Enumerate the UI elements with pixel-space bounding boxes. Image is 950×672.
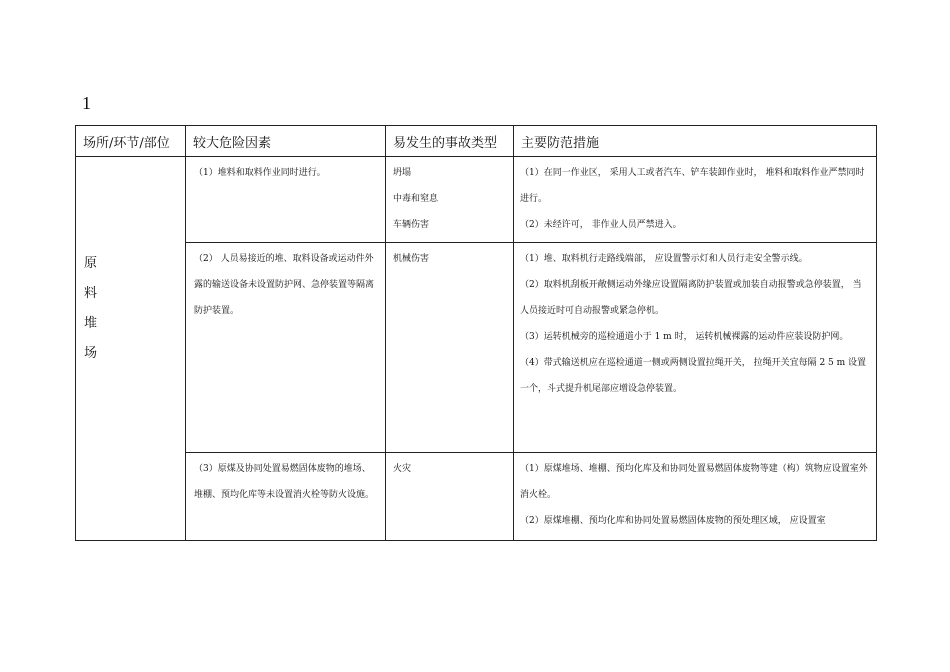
accident-cell bbox=[386, 453, 514, 541]
header-hazard: 较大危险因素 bbox=[186, 126, 386, 157]
table-row bbox=[76, 243, 877, 453]
hazard-cell bbox=[186, 243, 386, 453]
measures-cell bbox=[514, 157, 877, 243]
place-char: 料 bbox=[84, 285, 98, 301]
accident-type: 车辆伤害 bbox=[393, 220, 430, 230]
hazard-text: （1）堆料和取料作业同时进行。 bbox=[194, 168, 326, 178]
accident-type: 火灾 bbox=[393, 464, 412, 474]
header-accident: 易发生的事故类型 bbox=[386, 126, 514, 157]
table-row bbox=[76, 453, 877, 541]
measures-cell bbox=[514, 453, 877, 541]
accident-type: 中毒和窒息 bbox=[393, 194, 439, 204]
accident-type: 机械伤害 bbox=[393, 254, 430, 264]
table-row bbox=[76, 157, 877, 243]
accident-cell bbox=[386, 157, 514, 243]
hazard-table bbox=[75, 125, 877, 541]
accident-cell bbox=[386, 243, 514, 453]
measure-text: （1）原煤堆场、堆棚、预均化库及和协同处置易燃固体废物等建（构）筑物应设置室外消火栓。 bbox=[520, 464, 868, 500]
measure-text: （4）带式输送机应在巡检通道一侧或两侧设置拉绳开关， 拉绳开关宜每隔 2 5 m 设置一个，斗式提升机尾部应增设急停装置。 bbox=[520, 358, 867, 394]
measure-text: （1）在同一作业区， 采用人工或者汽车、铲车装卸作业时， 堆料和取料作业严禁同时进行。 bbox=[520, 168, 865, 204]
place-char: 原 bbox=[84, 255, 98, 271]
table-header-row bbox=[76, 126, 877, 157]
measure-text: （3）运转机械旁的巡检通道小于 1 m 时， 运转机械裸露的运动件应装设防护网。 bbox=[520, 332, 849, 342]
header-measures: 主要防范措施 bbox=[514, 126, 877, 157]
measure-text: （2）取料机刮板开敞侧运动外缘应设置隔离防护装置或加装自动报警或急停装置， 当人员接近时可自动报警或紧急停机。 bbox=[520, 280, 862, 316]
hazard-cell bbox=[186, 157, 386, 243]
hazard-text: （2） 人员易接近的堆、取料设备或运动件外露的输送设备未设置防护网、急停装置等隔离防护装置。 bbox=[194, 254, 375, 316]
header-place: 场所/环节/部位 bbox=[76, 126, 186, 157]
page-number: 1 bbox=[82, 93, 91, 113]
measure-text: （2）原煤堆棚、预均化库和协同处置易燃固体废物的预处理区域， 应设置室 bbox=[520, 516, 826, 526]
place-char: 场 bbox=[84, 345, 98, 361]
measure-text: （2）未经许可， 非作业人员严禁进入。 bbox=[520, 220, 682, 230]
hazard-text: （3）原煤及协同处置易燃固体废物的堆场、堆棚、预均化库等未设置消火栓等防火设施。 bbox=[194, 464, 375, 500]
measures-cell bbox=[514, 243, 877, 453]
measure-text: （1）堆、取料机行走路线端部， 应设置警示灯和人员行走安全警示线。 bbox=[520, 254, 808, 264]
hazard-cell bbox=[186, 453, 386, 541]
accident-type: 坍塌 bbox=[393, 168, 412, 178]
place-cell bbox=[76, 157, 186, 541]
place-char: 堆 bbox=[84, 315, 98, 331]
